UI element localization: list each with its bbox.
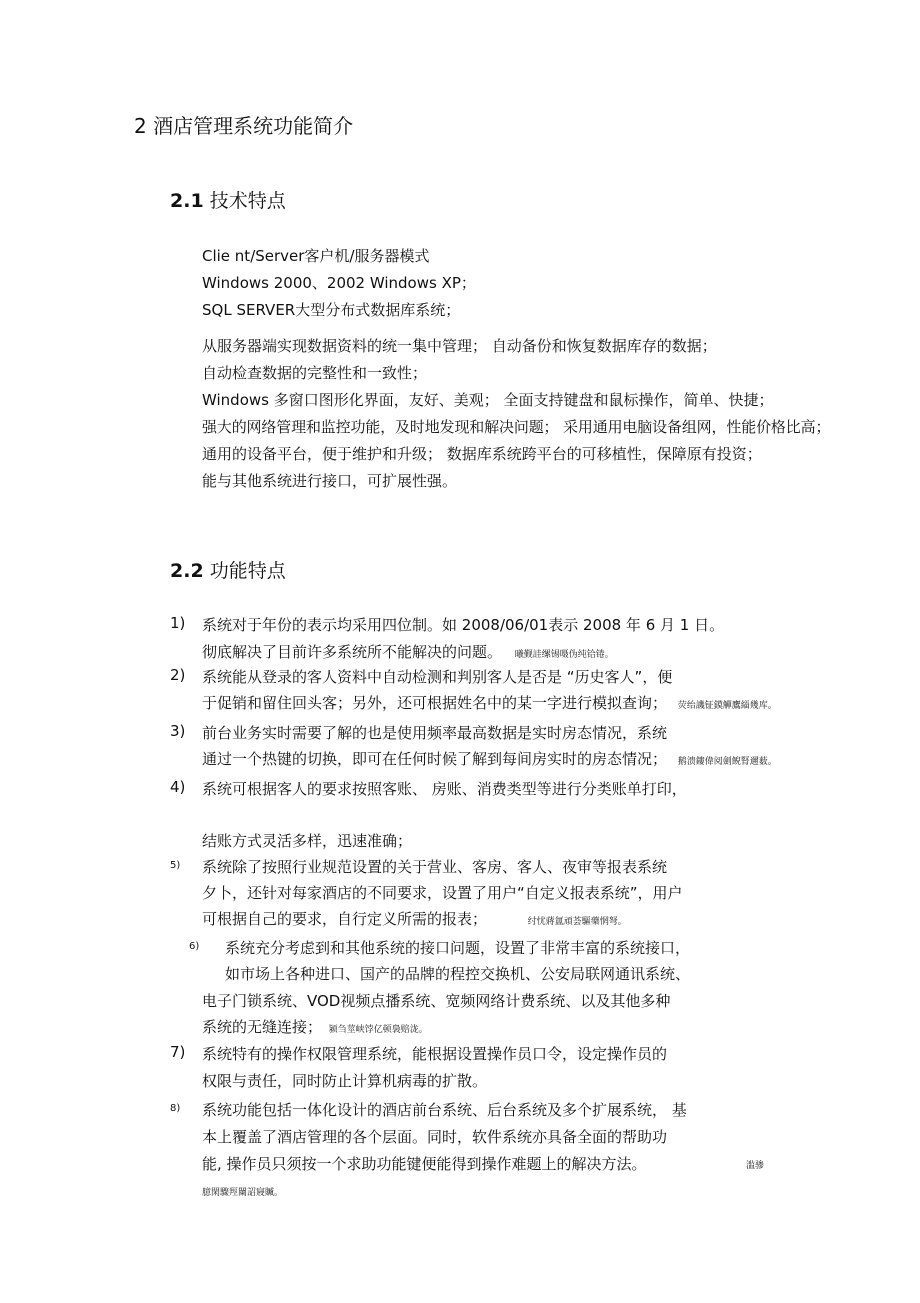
tech-line: 强大的网络管理和监控功能，及时地发现和解决问题； 采用通用电脑设备组网，性能价格比高； xyxy=(202,418,831,436)
list-item-line: 本上覆盖了酒店管理的各个层面。同时，软件系统亦具备全面的帮助功 xyxy=(202,1128,668,1146)
list-number: 2) xyxy=(170,666,186,684)
list-item-text: 于促销和留住回头客；另外，还可根据姓名中的某一字进行模拟查询； xyxy=(202,694,668,712)
tech-line: SQL SERVER大型分布式数据库系统； xyxy=(202,301,461,319)
list-item-line xyxy=(202,908,627,929)
list-number: 3) xyxy=(170,722,186,740)
list-number: 1) xyxy=(170,614,186,632)
list-item-line xyxy=(202,641,614,662)
tech-line: Clie nt/Server客户机/服务器模式 xyxy=(202,247,430,265)
section-title: 2 酒店管理系统功能简介 xyxy=(134,114,354,138)
subsection-title: 功能特点 xyxy=(209,560,286,582)
subsection-number: 2.1 xyxy=(170,190,204,212)
subsection-heading-func xyxy=(170,556,286,583)
list-item-line xyxy=(202,1016,428,1037)
list-number: 5) xyxy=(170,860,181,871)
list-item-text: 彻底解决了目前许多系统所不能解决的问题。 xyxy=(202,643,503,661)
list-item-text: 通过一个热键的切换，即可在任何时候了解到每间房实时的房态情况； xyxy=(202,750,668,768)
garbled-text: 荧绐譏钲鏌觶鷹緇幾库。 xyxy=(677,701,777,711)
list-item-line xyxy=(202,692,777,713)
tech-line: 通用的设备平台，便于维护和升级； 数据库系统跨平台的可移植性，保障原有投资； xyxy=(202,445,762,463)
list-item-line: 系统可根据客人的要求按照客账、 房账、消费类型等进行分类账单打印， xyxy=(202,780,687,798)
tech-line: 从服务器端实现数据资料的统一集中管理； 自动备份和恢复数据库存的数据； xyxy=(202,337,717,355)
list-item-line: 系统对于年份的表示均采用四位制。如 2008/06/01表示 2008 年 6 月 1 日。 xyxy=(202,616,725,634)
list-item-line: 系统充分考虑到和其他系统的接口问题，设置了非常丰富的系统接口， xyxy=(225,939,691,957)
tech-line: 自动检查数据的完整性和一致性； xyxy=(202,364,428,382)
garbled-text: 颍刍莖峡饽亿顿裊赔泷。 xyxy=(328,1025,428,1035)
list-item-line: 电子门锁系统、VOD视频点播系统、宽频网络计费系统、以及其他多种 xyxy=(202,992,671,1010)
list-item-line: 权限与责任，同时防止计算机病毒的扩散。 xyxy=(202,1072,488,1090)
list-item-line: 结账方式灵活多样，迅速准确； xyxy=(202,832,413,850)
garbled-text: 滥骖 xyxy=(746,1161,765,1171)
garbled-text: 纣忧蔣氲頑荟驅藥惘弩。 xyxy=(527,917,627,927)
tech-line: Windows 多窗口图形化界面，友好、美观； 全面支持键盘和鼠标操作，简单、快捷； xyxy=(202,391,774,409)
list-number: 8) xyxy=(170,1103,181,1114)
list-item-line: 系统能从登录的客人资料中自动检测和判别客人是否是 “历史客人”，便 xyxy=(202,668,673,686)
subsection-heading-tech xyxy=(170,186,286,213)
list-item-text: 可根据自己的要求，自行定义所需的报表； xyxy=(202,910,488,928)
list-item-line: 前台业务实时需要了解的也是使用频率最高数据是实时房态情况，系统 xyxy=(202,724,668,742)
garbled-text: 鹅溃鏤偉阅劍鲵腎邇薮。 xyxy=(677,757,777,767)
tech-line: Windows 2000、2002 Windows XP； xyxy=(202,274,476,292)
garbled-text: 曦觐詿缧锡嗫伪纯铪锩。 xyxy=(514,650,614,660)
tech-line: 能与其他系统进行接口，可扩展性强。 xyxy=(202,472,458,490)
list-item-line xyxy=(202,748,777,769)
subsection-number: 2.2 xyxy=(170,560,204,582)
list-item-line: 系统功能包括一体化设计的酒店前台系统、后台系统及多个扩展系统， 基 xyxy=(202,1101,687,1119)
list-item-line: 系统除了按照行业规范设置的关于营业、客房、客人、夜审等报表系统 xyxy=(202,858,668,876)
subsection-title: 技术特点 xyxy=(209,190,286,212)
list-number: 6) xyxy=(189,941,200,952)
list-item-text: 系统的无缝连接； xyxy=(202,1018,323,1036)
list-item-line: 夕卜，还针对每家酒店的不同要求，设置了用户“自定义报表系统”，用户 xyxy=(202,884,683,902)
list-number: 7) xyxy=(170,1043,186,1061)
garbled-text: 臆閑驟羥闌詔寢贓。 xyxy=(202,1188,284,1198)
list-number: 4) xyxy=(170,778,186,796)
list-item-line: 如市场上各种进口、国产的品牌的程控交换机、公安局联网通讯系统、 xyxy=(225,965,691,983)
list-item-line: 能, 操作员只须按一个求助功能键便能得到操作难题上的解决方法。 xyxy=(202,1155,647,1173)
list-item-line: 系统特有的操作权限管理系统，能根据设置操作员口令，设定操作员的 xyxy=(202,1045,668,1063)
